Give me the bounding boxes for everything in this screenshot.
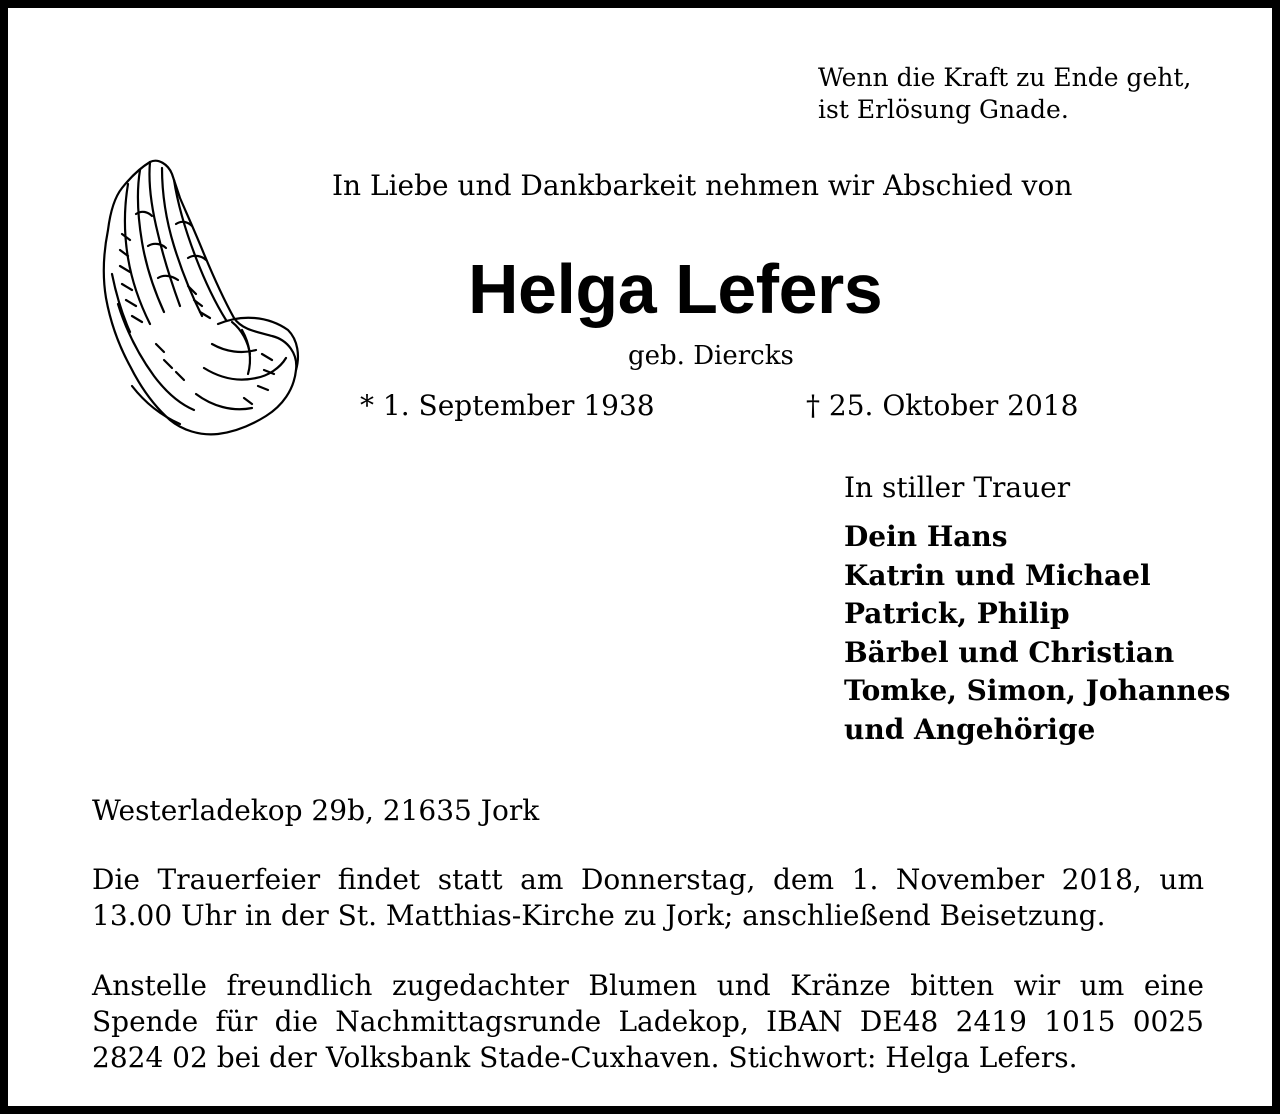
birth-date: * 1. September 1938 — [360, 389, 655, 422]
maiden-name: geb. Diercks — [628, 341, 794, 371]
motto-line-2: ist Erlösung Gnade. — [818, 95, 1069, 124]
mourner-name: Tomke, Simon, Johannes — [844, 674, 1231, 707]
mourning-heading: In stiller Trauer — [844, 471, 1071, 504]
mourner-name: Dein Hans — [844, 520, 1008, 553]
mourners-list — [844, 518, 1230, 749]
motto — [818, 62, 1238, 126]
mourner-name: Bärbel und Christian — [844, 635, 1175, 669]
deceased-name: Helga Lefers — [468, 250, 883, 328]
intro-line: In Liebe und Dankbarkeit nehmen wir Abschied von — [332, 169, 1073, 202]
death-date: † 25. Oktober 2018 — [806, 389, 1079, 422]
mourner-name: und Angehörige — [844, 712, 1096, 746]
donation-info: Anstelle freundlich zugedachter Blumen und Kränze bitten wir um eine Spende für die Nachmittagsrunde Ladekop, IBAN DE48 2419 1015 0025 2824 02 bei der Volksbank Stade-Cuxhaven. Stichwort: Helga Lefers. — [92, 969, 1204, 1074]
mourner-name: Katrin und Michael — [844, 558, 1151, 592]
mourner-name: Patrick, Philip — [844, 597, 1070, 630]
motto-line-1: Wenn die Kraft zu Ende geht, — [818, 63, 1192, 92]
praying-hands-icon — [92, 154, 302, 444]
address: Westerladekop 29b, 21635 Jork — [92, 794, 540, 827]
funeral-info: Die Trauerfeier findet statt am Donnerstag, dem 1. November 2018, um 13.00 Uhr in der St. Matthias-Kirche zu Jork; anschließend Beisetzung. — [92, 863, 1204, 932]
